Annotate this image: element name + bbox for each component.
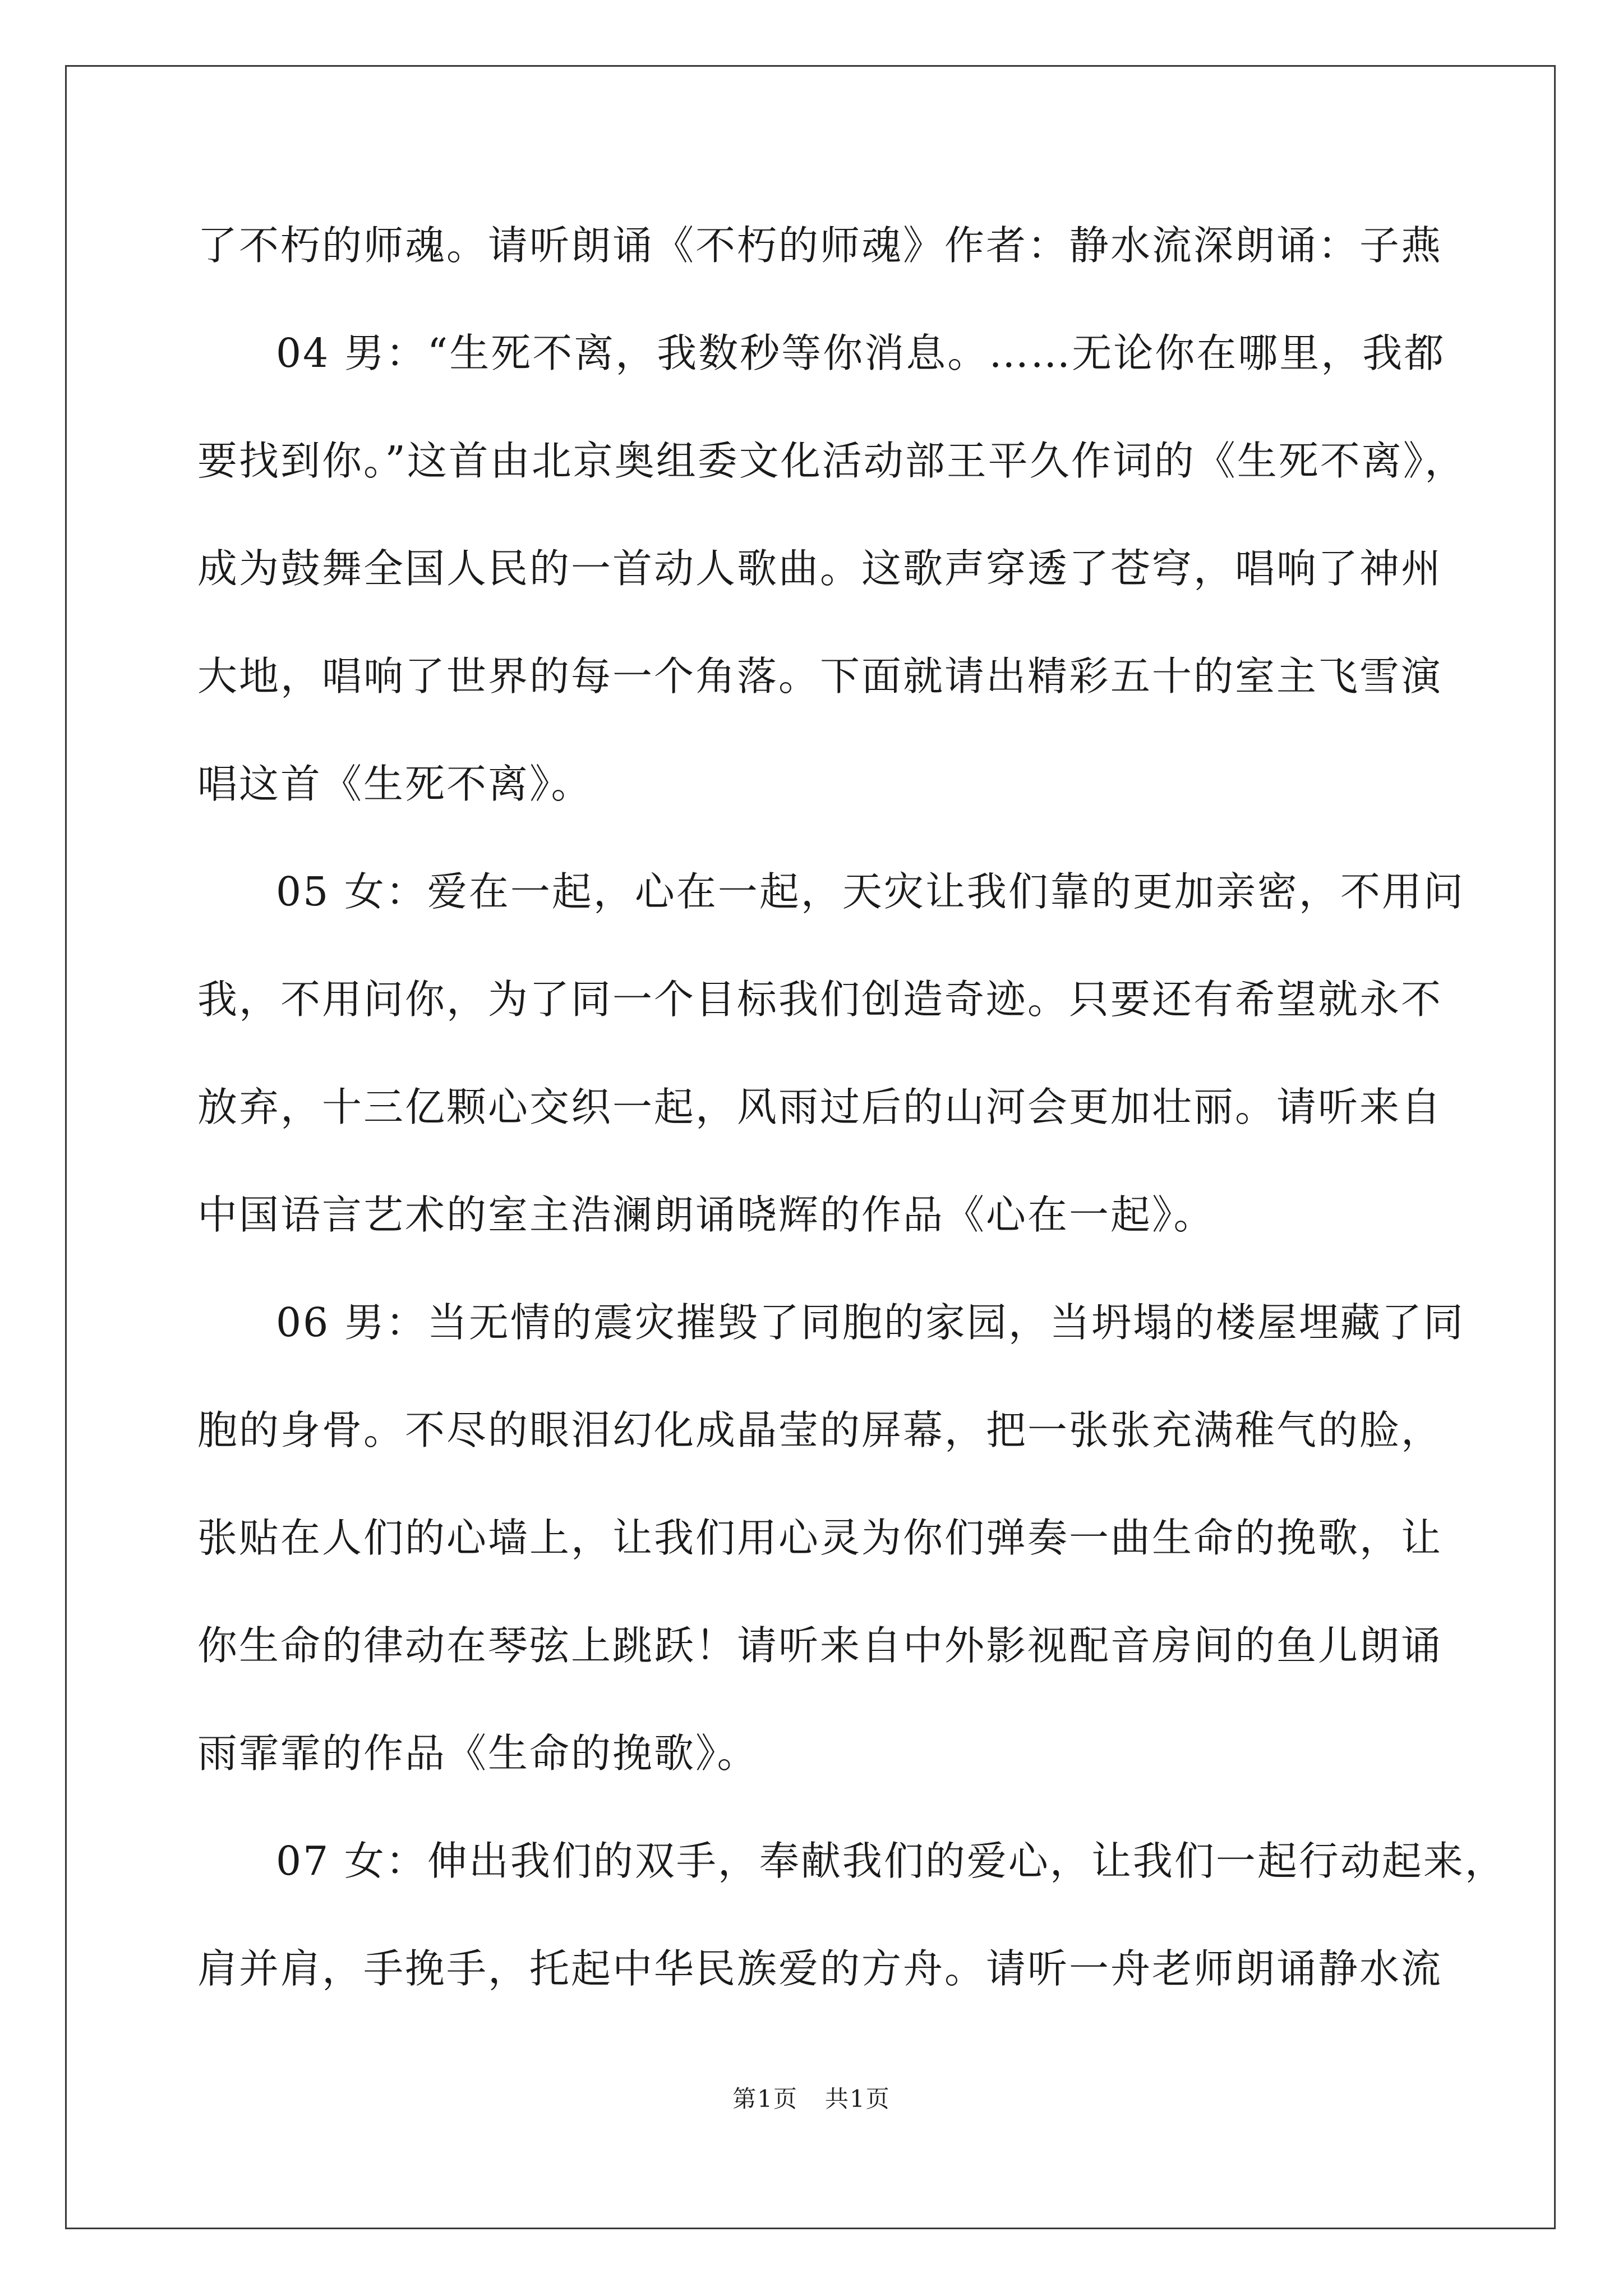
text-line: 我，不用问你，为了同一个目标我们创造奇迹。只要还有希望就永不 <box>197 976 1443 1023</box>
text-line: 成为鼓舞全国人民的一首动人歌曲。这歌声穿透了苍穹，唱响了神州 <box>197 545 1443 592</box>
text-line: 张贴在人们的心墙上，让我们用心灵为你们弹奏一曲生命的挽歌，让 <box>197 1515 1443 1561</box>
text-line: 了不朽的师魂。请听朗诵《不朽的师魂》作者：静水流深朗诵：子燕 <box>197 222 1443 269</box>
text-line: 放弃，十三亿颗心交织一起，风雨过后的山河会更加壮丽。请听来自 <box>197 1084 1443 1130</box>
text-line: 要找到你。”这首由北京奥组委文化活动部王平久作词的《生死不离》， <box>197 438 1467 484</box>
text-line: 07 女：伸出我们的双手，奉献我们的爱心，让我们一起行动起来， <box>276 1838 1506 1884</box>
page-total: 共1页 <box>825 2085 891 2113</box>
text-line: 04 男：“生死不离，我数秒等你消息。……无论你在哪里，我都 <box>276 330 1446 376</box>
text-line: 大地，唱响了世界的每一个角落。下面就请出精彩五十的室主飞雪演 <box>197 653 1443 700</box>
text-line: 胞的身骨。不尽的眼泪幻化成晶莹的屏幕，把一张张充满稚气的脸， <box>197 1407 1443 1453</box>
page-number: 第1页 <box>732 2085 798 2113</box>
text-line: 雨霏霏的作品《生命的挽歌》。 <box>197 1730 759 1777</box>
text-line: 肩并肩，手挽手，托起中华民族爱的方舟。请听一舟老师朗诵静水流 <box>197 1945 1443 1992</box>
text-line: 唱这首《生死不离》。 <box>197 761 593 807</box>
text-line: 06 男：当无情的震灾摧毁了同胞的家园，当坍塌的楼屋埋藏了同 <box>276 1299 1465 1346</box>
text-line: 中国语言艺术的室主浩澜朗诵晓辉的作品《心在一起》。 <box>197 1191 1215 1238</box>
page-footer <box>0 2082 1623 2116</box>
text-line: 你生命的律动在琴弦上跳跃！请听来自中外影视配音房间的鱼儿朗诵 <box>197 1622 1443 1669</box>
page-border <box>65 65 1556 2229</box>
text-line: 05 女：爱在一起，心在一起，天灾让我们靠的更加亲密，不用问 <box>276 868 1465 915</box>
